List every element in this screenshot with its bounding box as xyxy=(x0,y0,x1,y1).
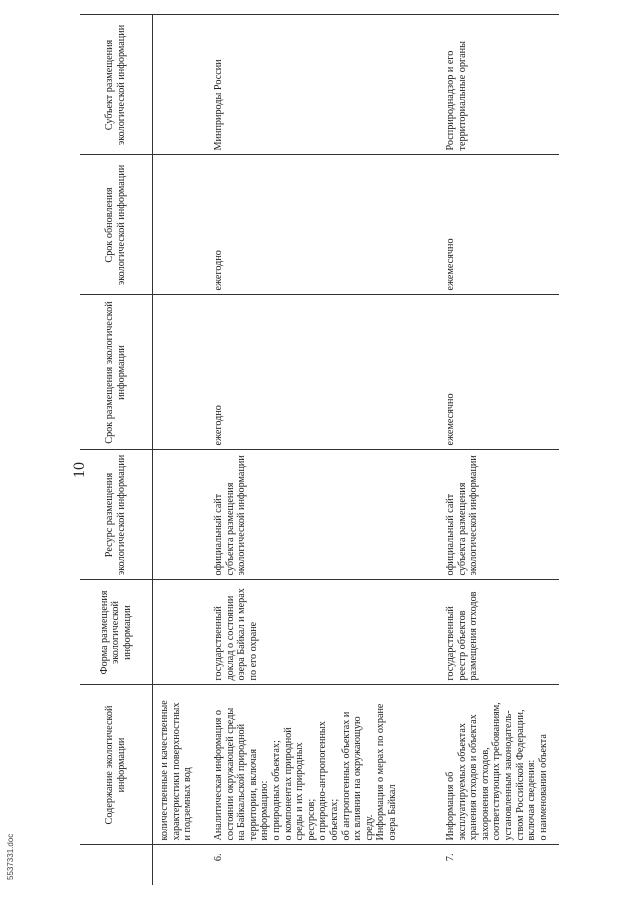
content-line: о наименовании объекта xyxy=(537,734,549,841)
content-line: количественные и качественные xyxy=(159,700,170,841)
row-number xyxy=(153,845,208,885)
content-line: о природных объектах; xyxy=(270,740,282,841)
table-row xyxy=(439,15,559,885)
content-line: территории, включая xyxy=(247,748,259,841)
content-line: ством Российской Федерации, xyxy=(514,709,526,841)
content-line: захоронения отходов, xyxy=(479,747,491,841)
content-line: об антропогенных объектах и xyxy=(340,711,352,841)
content-line: состоянии окружающей среды xyxy=(224,707,236,841)
content-line: о компонентах природной xyxy=(282,727,294,841)
content-line: о природно-антропогенных xyxy=(317,721,329,841)
content-line: среды и их природных xyxy=(294,742,306,841)
table-header-row xyxy=(80,15,153,885)
header-resource: Ресурс размещения экологической информации xyxy=(80,450,153,580)
content-line: Информация об xyxy=(445,771,456,841)
row-number: 7. xyxy=(439,845,559,885)
content-line: установленным законодатель- xyxy=(502,710,514,841)
content-line: объектах; xyxy=(328,798,340,841)
row-number: 6. xyxy=(207,845,439,885)
page-number: 10 xyxy=(71,462,88,478)
content-line: соответствующих требованиям, xyxy=(491,702,503,841)
header-term: Срок размещения экологической информации xyxy=(80,295,153,450)
content-line: включая сведения: xyxy=(526,759,538,841)
row-term xyxy=(153,295,208,450)
content-line: характеристики поверхностных xyxy=(170,702,182,841)
row-subject: Минприроды России xyxy=(207,15,439,155)
environmental-info-table xyxy=(80,15,559,886)
header-content: Содержание экологической информации xyxy=(80,685,153,845)
row-resource: официальный сайт субъекта размещения экологической информации xyxy=(439,450,559,580)
row-resource xyxy=(153,450,208,580)
table-row xyxy=(207,15,439,885)
content-line: среду. xyxy=(363,814,375,841)
header-form: Форма размещения экологической информации xyxy=(80,580,153,685)
row-term: ежемесячно xyxy=(439,295,559,450)
content-line: Аналитическая информация о xyxy=(213,710,224,841)
header-update: Срок обновления экологической информации xyxy=(80,155,153,295)
row-term: ежегодно xyxy=(207,295,439,450)
content-line: озера Байкал xyxy=(386,784,398,841)
rotated-table-container xyxy=(80,15,560,885)
row-content xyxy=(439,685,559,845)
content-line: их влиянии на окружающую xyxy=(352,716,364,841)
content-line: хранения отходов и объектах xyxy=(468,714,480,841)
row-content xyxy=(153,685,208,845)
row-content xyxy=(207,685,439,845)
content-line: информацию: xyxy=(259,780,271,841)
content-line: эксплуатируемых объектах xyxy=(456,723,468,841)
content-line: на Байкальской природной xyxy=(236,723,248,841)
header-number xyxy=(80,845,153,885)
row-form: государственный доклад о состоянии озера Байкал и мерах по его охране xyxy=(207,580,439,685)
content-line: ресурсов; xyxy=(305,798,317,841)
content-line: Информация о мерах по охране xyxy=(375,703,387,841)
content-line: и подземных вод xyxy=(182,767,194,841)
row-update xyxy=(153,155,208,295)
row-form: государственный реестр объектов размещения отходов xyxy=(439,580,559,685)
row-update: ежегодно xyxy=(207,155,439,295)
row-subject: Росприроднадзор и его территориальные органы xyxy=(439,15,559,155)
row-subject xyxy=(153,15,208,155)
row-update: ежемесячно xyxy=(439,155,559,295)
row-resource: официальный сайт субъекта размещения экологической информации xyxy=(207,450,439,580)
row-form xyxy=(153,580,208,685)
document-code: 5537331.doc xyxy=(6,833,15,880)
table-row xyxy=(153,15,208,885)
header-subject: Субъект размещения экологической информации xyxy=(80,15,153,155)
